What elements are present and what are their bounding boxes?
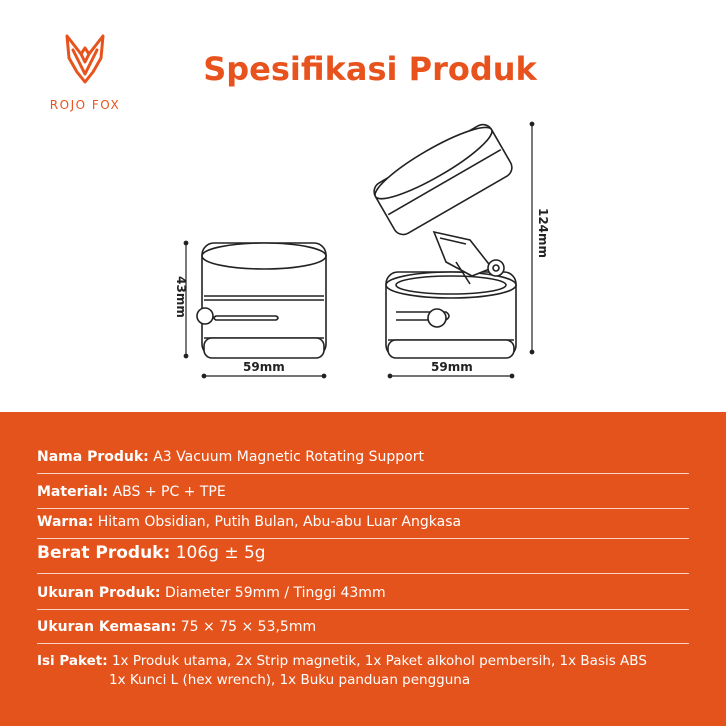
right-height-label: 124mm (536, 207, 551, 259)
spec-row-name: Nama Produk: A3 Vacuum Magnetic Rotating Support (37, 449, 424, 465)
divider (37, 538, 689, 539)
brand-name: ROJO FOX (49, 98, 121, 112)
spec-row-package-contents: Isi Paket: 1x Produk utama, 2x Strip magnetik, 1x Paket alkohol pembersih, 1x Basis ABS (37, 653, 647, 669)
divider (37, 643, 689, 644)
spec-row-package-contents-line2: 1x Kunci L (hex wrench), 1x Buku panduan pengguna (109, 672, 471, 688)
spec-row-product-size: Ukuran Produk: Diameter 59mm / Tinggi 43mm (37, 585, 386, 601)
spec-row-material: Material: ABS + PC + TPE (37, 484, 226, 500)
divider (37, 609, 689, 610)
right-height-dimension (530, 122, 534, 354)
specification-list (0, 412, 726, 726)
page-title: Spesifikasi Produk (203, 50, 537, 88)
divider (37, 508, 689, 509)
spec-row-weight: Berat Produk: 106g ± 5g (37, 543, 266, 563)
spec-row-package-size: Ukuran Kemasan: 75 × 75 × 53,5mm (37, 619, 317, 635)
left-width-dimension (202, 374, 326, 378)
divider (37, 473, 689, 474)
product-closed-illustration (197, 243, 326, 358)
left-width-label: 59mm (243, 360, 285, 374)
divider (37, 573, 689, 574)
spec-row-color: Warna: Hitam Obsidian, Putih Bulan, Abu-abu Luar Angkasa (37, 514, 462, 530)
right-width-label: 59mm (431, 360, 473, 374)
product-open-illustration (368, 117, 516, 358)
left-height-label: 43mm (173, 276, 188, 318)
right-width-dimension (388, 374, 514, 378)
